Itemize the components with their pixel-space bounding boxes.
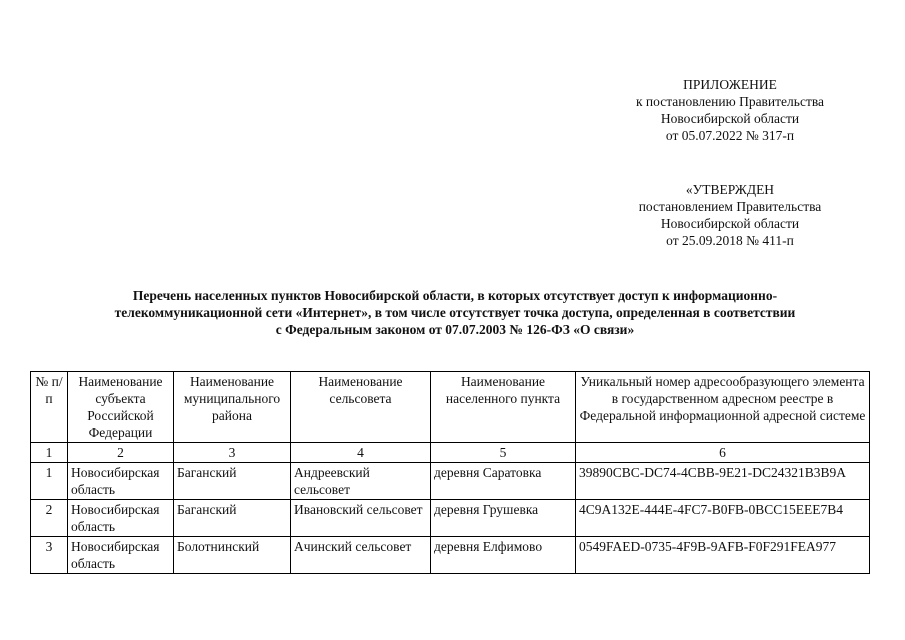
header-cell-subject: Наименование субъекта Российской Федерации bbox=[68, 372, 174, 443]
subject-cell: Новосибирская область bbox=[68, 463, 174, 500]
unique-id-cell: 4C9A132E-444E-4FC7-B0FB-0BCC15EEE7B4 bbox=[576, 500, 870, 537]
table-header-row bbox=[31, 372, 870, 443]
column-number: 6 bbox=[576, 443, 870, 463]
council-cell: Андреевский сельсовет bbox=[291, 463, 431, 500]
district-cell: Баганский bbox=[174, 463, 291, 500]
subject-cell: Новосибирская область bbox=[68, 537, 174, 574]
district-cell: Болотнинский bbox=[174, 537, 291, 574]
settlement-cell: деревня Грушевка bbox=[431, 500, 576, 537]
row-number: 1 bbox=[31, 463, 68, 500]
approved-stamp bbox=[600, 181, 860, 249]
header-cell-number: № п/п bbox=[31, 372, 68, 443]
row-number: 3 bbox=[31, 537, 68, 574]
title-line: телекоммуникационной сети «Интернет», в том числе отсутствует точка доступа, определенная в соответствии bbox=[114, 305, 796, 320]
table-row bbox=[31, 500, 870, 537]
row-number: 2 bbox=[31, 500, 68, 537]
appendix-line: от 05.07.2022 № 317-п bbox=[665, 128, 795, 143]
approved-line: Новосибирской области bbox=[660, 216, 800, 231]
council-cell: Ивановский сельсовет bbox=[291, 500, 431, 537]
council-cell: Ачинский сельсовет bbox=[291, 537, 431, 574]
title-line: с Федеральным законом от 07.07.2003 № 126-ФЗ «О связи» bbox=[275, 322, 635, 337]
approved-line: постановлением Правительства bbox=[638, 199, 822, 214]
appendix-line: Новосибирской области bbox=[660, 111, 800, 126]
settlement-cell: деревня Саратовка bbox=[431, 463, 576, 500]
column-number: 4 bbox=[291, 443, 431, 463]
header-cell-district: Наименование муниципального района bbox=[174, 372, 291, 443]
column-number: 3 bbox=[174, 443, 291, 463]
subject-cell: Новосибирская область bbox=[68, 500, 174, 537]
header-cell-unique-id: Уникальный номер адресообразующего элемента в государственном адресном реестре в Федеральной информационной адресной системе bbox=[576, 372, 870, 443]
unique-id-cell: 0549FAED-0735-4F9B-9AFB-F0F291FEA977 bbox=[576, 537, 870, 574]
table-row bbox=[31, 463, 870, 500]
column-number-row bbox=[31, 443, 870, 463]
appendix-stamp bbox=[600, 76, 860, 144]
unique-id-cell: 39890CBC-DC74-4CBB-9E21-DC24321B3B9A bbox=[576, 463, 870, 500]
document-title bbox=[40, 287, 870, 338]
appendix-line: к постановлению Правительства bbox=[635, 94, 825, 109]
appendix-line: ПРИЛОЖЕНИЕ bbox=[683, 77, 777, 92]
settlements-table bbox=[30, 371, 870, 574]
column-number: 2 bbox=[68, 443, 174, 463]
district-cell: Баганский bbox=[174, 500, 291, 537]
table-row bbox=[31, 537, 870, 574]
header-cell-council: Наименование сельсовета bbox=[291, 372, 431, 443]
column-number: 1 bbox=[31, 443, 68, 463]
settlement-cell: деревня Елфимово bbox=[431, 537, 576, 574]
approved-line: от 25.09.2018 № 411-п bbox=[666, 233, 794, 248]
header-cell-settlement: Наименование населенного пункта bbox=[431, 372, 576, 443]
approved-line: «УТВЕРЖДЕН bbox=[685, 182, 775, 197]
column-number: 5 bbox=[431, 443, 576, 463]
title-line: Перечень населенных пунктов Новосибирской области, в которых отсутствует доступ к информационно- bbox=[132, 288, 778, 303]
